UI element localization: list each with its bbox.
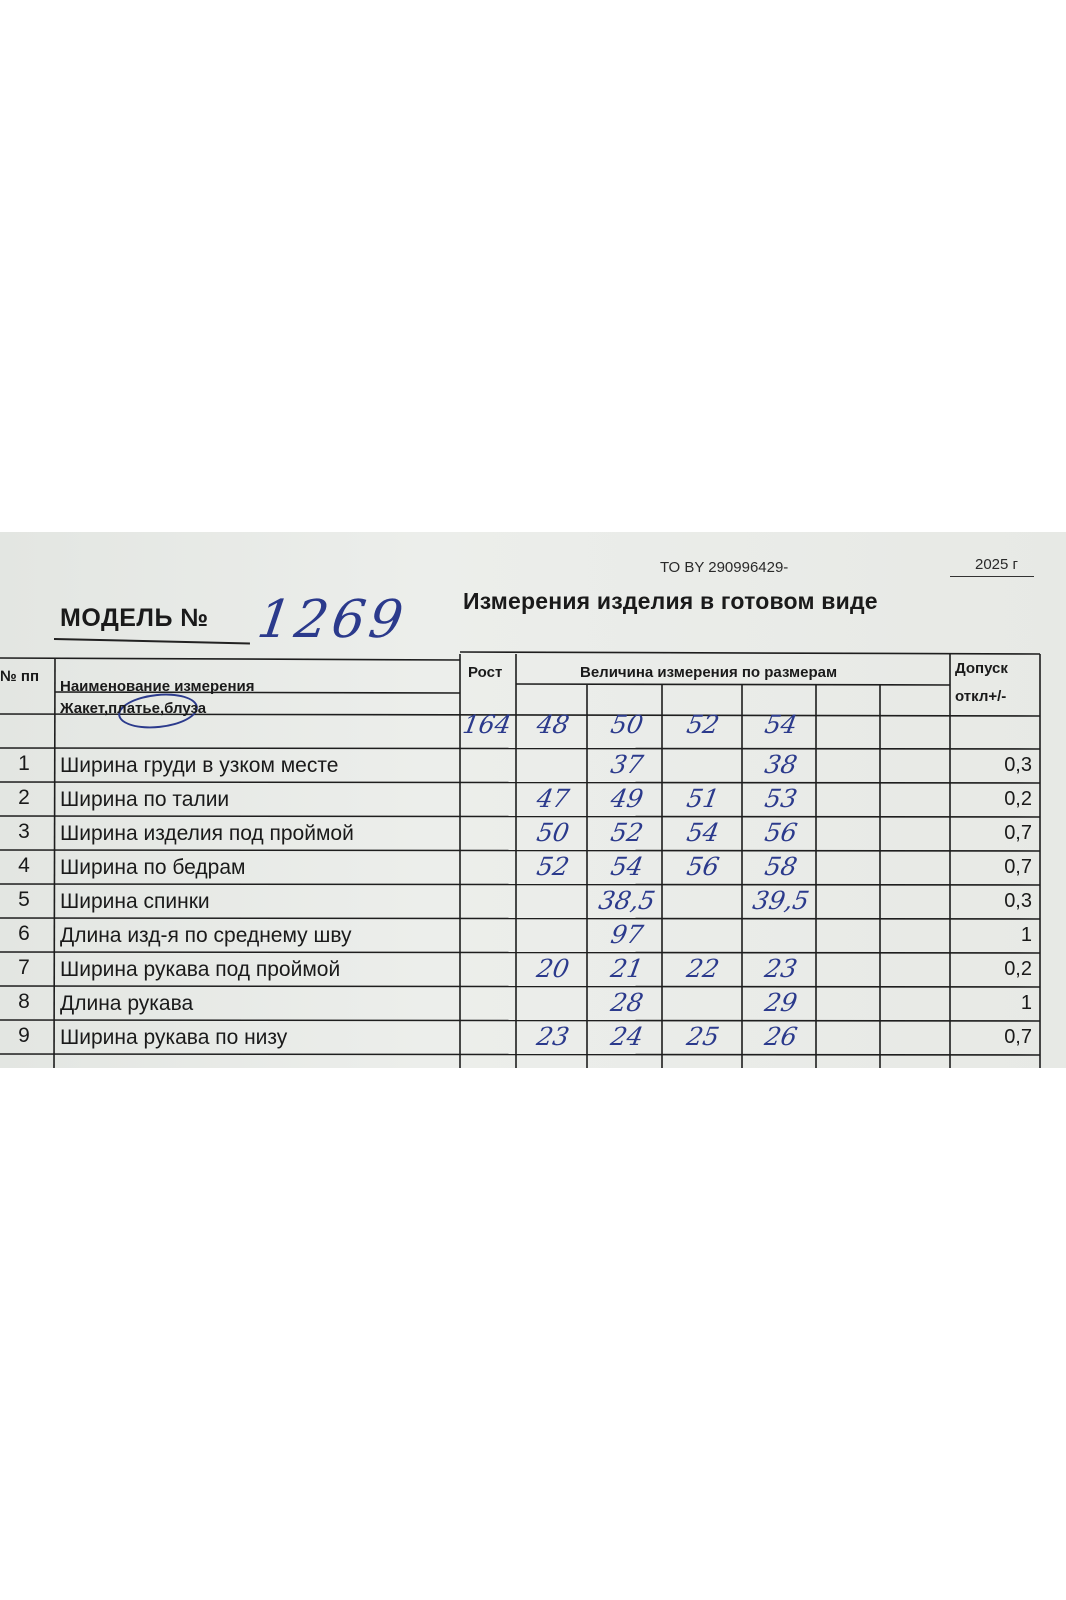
row-value: 97 xyxy=(608,920,646,949)
row-number: 9 xyxy=(18,1024,30,1047)
height-value: 164 xyxy=(460,710,514,739)
row-value: 25 xyxy=(684,1022,722,1051)
model-number-handwritten: 1269 xyxy=(253,590,411,650)
row-value: 24 xyxy=(608,1022,646,1051)
row-tolerance: 0,7 xyxy=(1004,1026,1032,1048)
row-value: 52 xyxy=(608,818,646,847)
row-name: Ширина рукава под проймой xyxy=(60,958,341,981)
row-tolerance: 0,3 xyxy=(1004,890,1032,912)
row-name: Ширина по бедрам xyxy=(60,856,246,879)
header-sizes: Величина измерения по размерам xyxy=(580,664,838,681)
row-number: 8 xyxy=(18,990,30,1013)
row-value: 56 xyxy=(762,818,800,847)
row-name: Ширина рукава по низу xyxy=(60,1026,288,1049)
row-value: 47 xyxy=(534,784,572,813)
row-tolerance: 0,3 xyxy=(1004,754,1032,776)
document-code: ТО BY 290996429- xyxy=(660,559,789,576)
row-value: 51 xyxy=(684,784,722,813)
header-tolerance-sub: откл+/- xyxy=(955,688,1007,705)
row-value: 54 xyxy=(608,852,646,881)
row-value: 50 xyxy=(534,818,572,847)
row-name: Ширина по талии xyxy=(60,788,230,811)
header-number: № пп xyxy=(0,668,40,685)
model-label: МОДЕЛЬ № xyxy=(60,604,209,632)
document-year: 2025 г xyxy=(975,556,1019,573)
row-name: Ширина спинки xyxy=(60,890,210,913)
row-tolerance: 1 xyxy=(1020,924,1032,946)
header-name-sub: Жакет,платье,блуза xyxy=(60,700,207,717)
row-value: 38 xyxy=(762,750,800,779)
row-value: 52 xyxy=(534,852,572,881)
row-tolerance: 0,7 xyxy=(1004,822,1032,844)
row-number: 6 xyxy=(18,922,30,945)
row-value: 26 xyxy=(762,1022,800,1051)
row-number: 5 xyxy=(18,888,30,911)
row-tolerance: 0,2 xyxy=(1004,958,1032,980)
row-tolerance: 1 xyxy=(1020,992,1032,1014)
row-number: 3 xyxy=(18,820,30,843)
row-value: 37 xyxy=(608,750,646,779)
row-value: 29 xyxy=(762,988,800,1017)
row-name: Длина изд-я по среднему шву xyxy=(60,924,352,947)
row-value: 54 xyxy=(684,818,722,847)
row-value: 22 xyxy=(684,954,722,983)
measurement-sheet xyxy=(0,532,1066,1068)
row-value: 58 xyxy=(762,852,800,881)
row-value: 28 xyxy=(608,988,646,1017)
row-name: Ширина изделия под проймой xyxy=(60,822,354,845)
header-height: Рост xyxy=(468,664,503,681)
row-value: 38,5 xyxy=(596,886,658,915)
year-underline xyxy=(950,576,1034,577)
row-value: 20 xyxy=(534,954,572,983)
row-value: 53 xyxy=(762,784,800,813)
header-name: Наименование измерения xyxy=(60,678,255,695)
row-number: 1 xyxy=(18,752,30,775)
row-value: 23 xyxy=(762,954,800,983)
size-52: 52 xyxy=(684,710,722,739)
row-value: 23 xyxy=(534,1022,572,1051)
row-number: 2 xyxy=(18,786,30,809)
row-value: 49 xyxy=(608,784,646,813)
row-name: Ширина груди в узком месте xyxy=(60,754,339,777)
size-54: 54 xyxy=(762,710,800,739)
header-tolerance: Допуск xyxy=(955,660,1008,677)
size-50: 50 xyxy=(608,710,646,739)
sheet-title: Измерения изделия в готовом виде xyxy=(463,588,878,614)
row-number: 7 xyxy=(18,956,30,979)
row-tolerance: 0,7 xyxy=(1004,856,1032,878)
row-number: 4 xyxy=(18,854,30,877)
row-name: Длина рукава xyxy=(60,992,194,1015)
row-value: 56 xyxy=(684,852,722,881)
size-48: 48 xyxy=(534,710,572,739)
row-tolerance: 0,2 xyxy=(1004,788,1032,810)
row-value: 21 xyxy=(608,954,646,983)
model-underline xyxy=(54,638,250,644)
row-value: 39,5 xyxy=(750,886,812,915)
